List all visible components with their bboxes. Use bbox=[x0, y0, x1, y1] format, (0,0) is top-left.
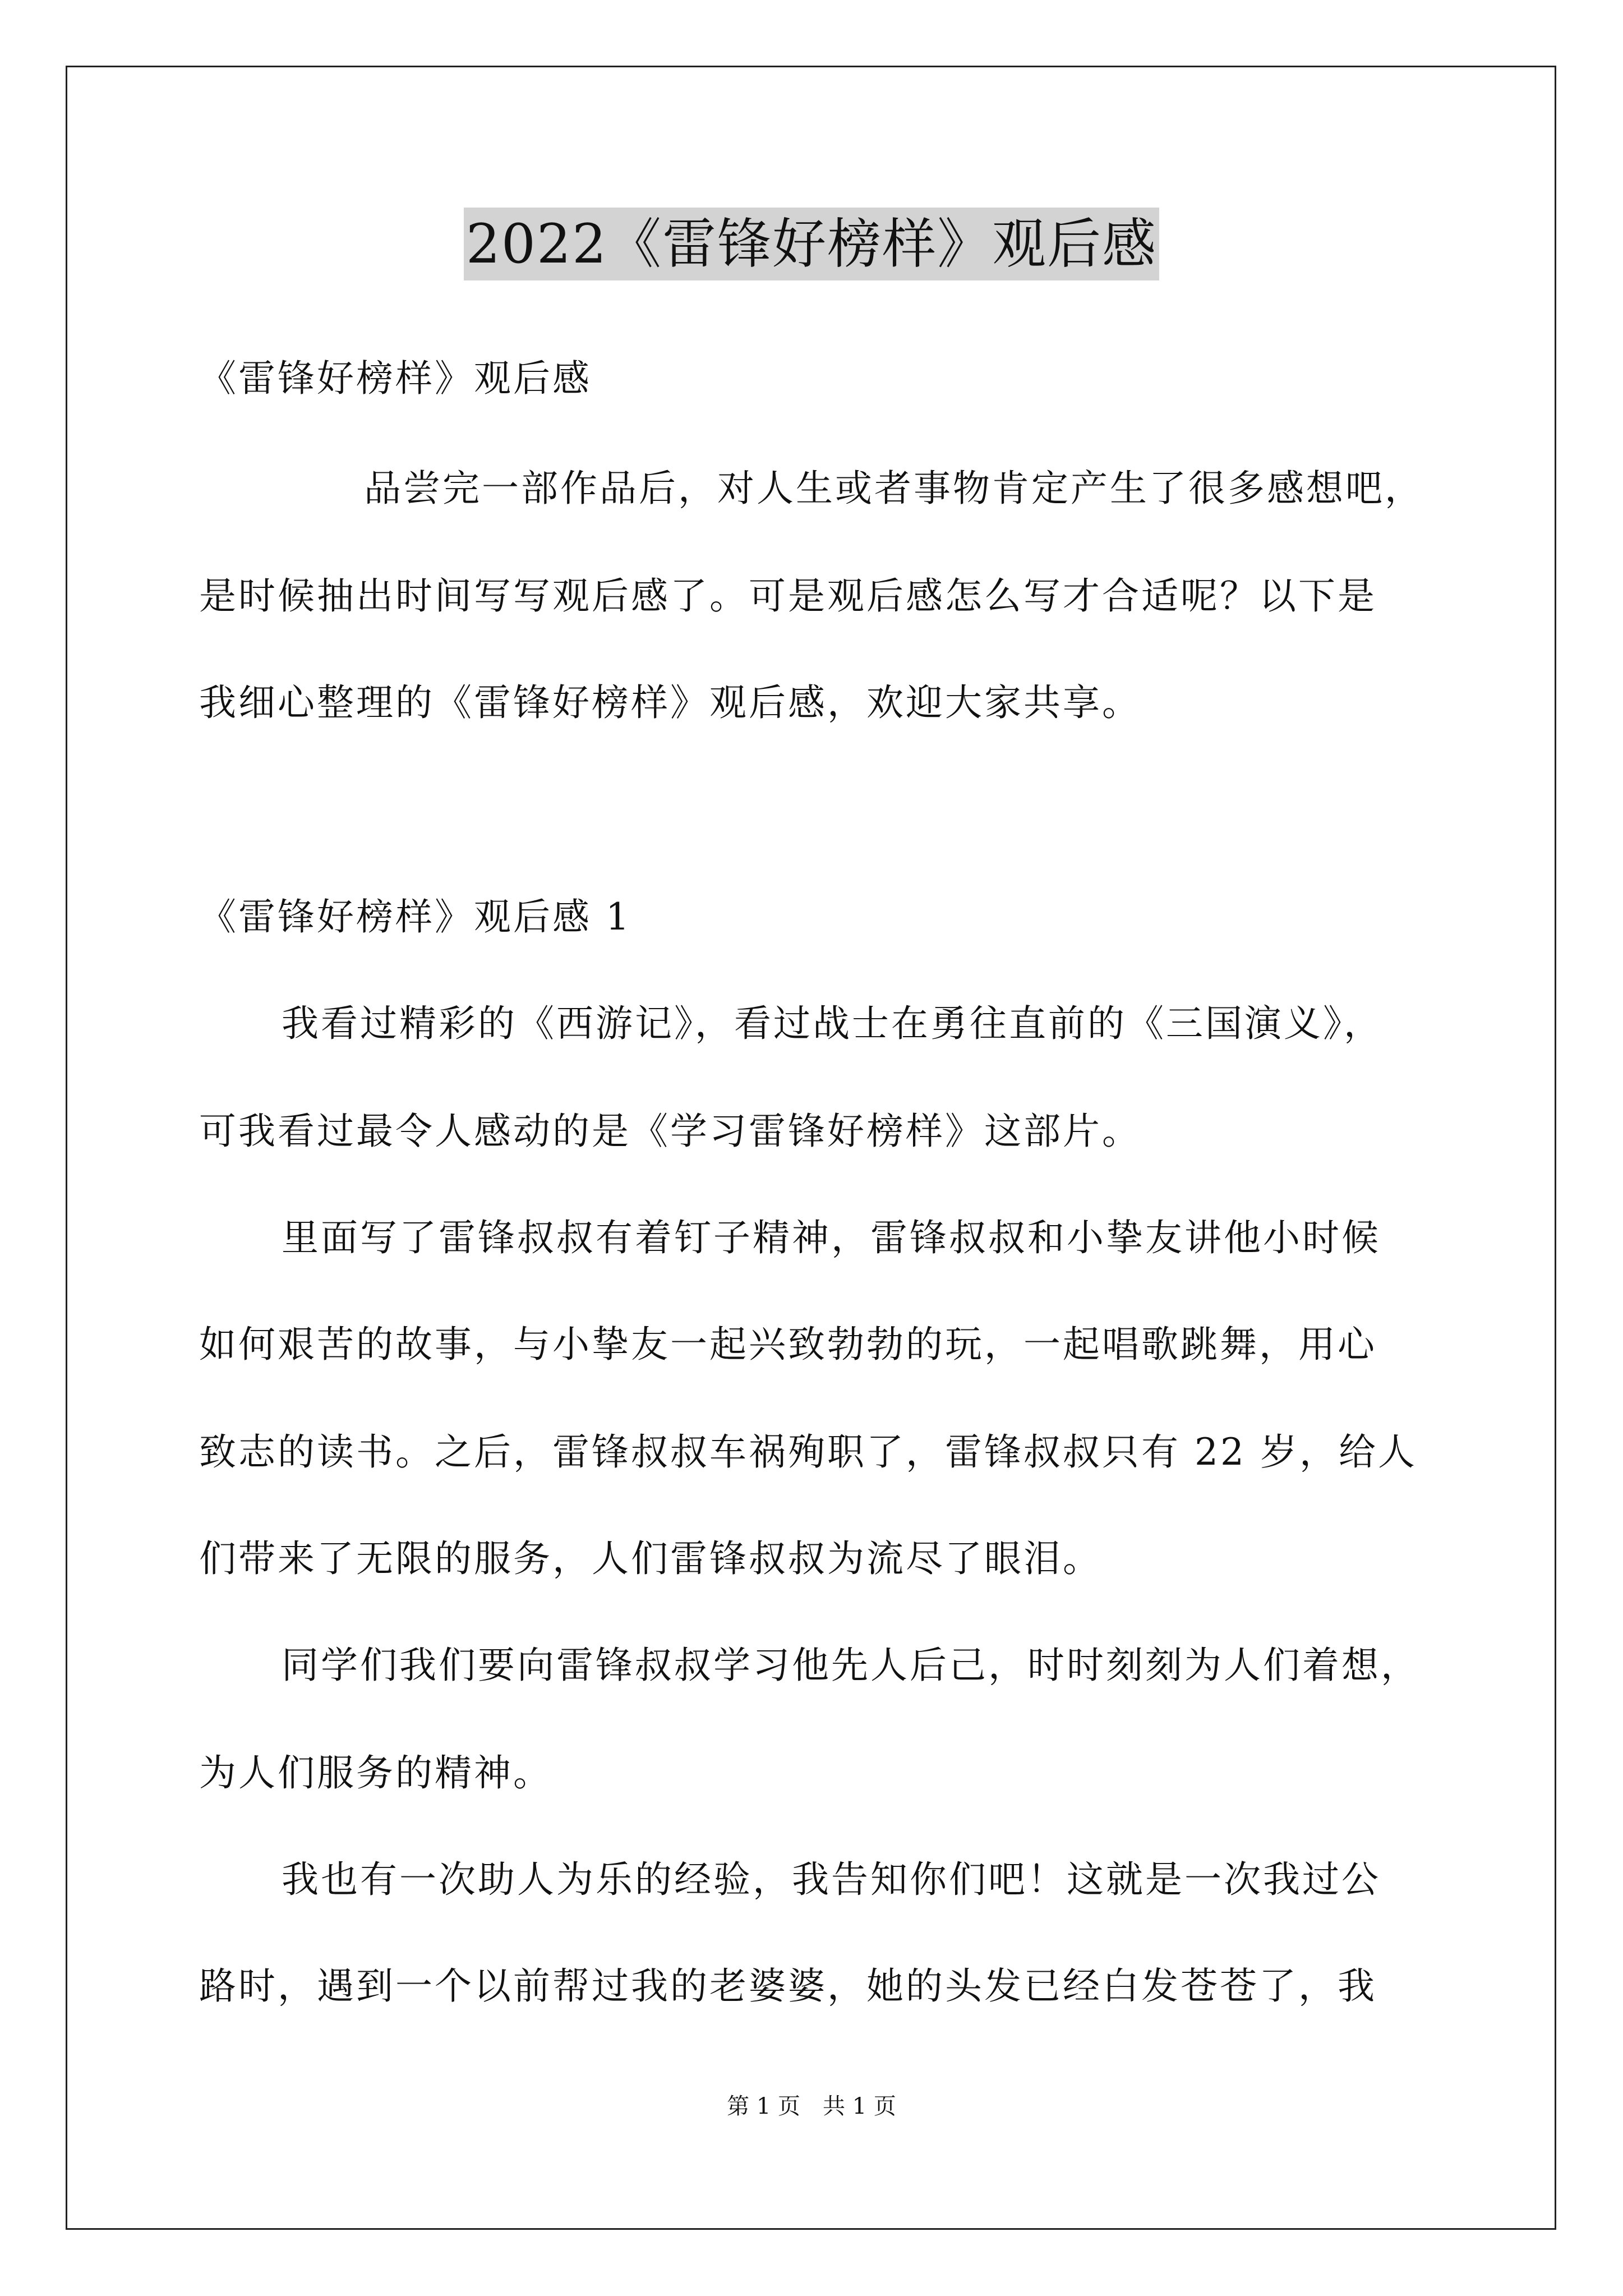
page-total: 共 1 页 bbox=[823, 2093, 896, 2119]
paragraph-line: 致志的读书。之后，雷锋叔叔车祸殉职了，雷锋叔叔只有 22 岁，给人 bbox=[199, 1430, 1417, 1474]
document-title: 2022《雷锋好榜样》观后感 bbox=[464, 208, 1159, 280]
paragraph-line: 为人们服务的精神。 bbox=[199, 1751, 552, 1795]
paragraph-line: 是时候抽出时间写写观后感了。可是观后感怎么写才合适呢？以下是 bbox=[199, 574, 1377, 618]
paragraph-line: 里面写了雷锋叔叔有着钉子精神，雷锋叔叔和小挚友讲他小时候 bbox=[282, 1216, 1381, 1259]
paragraph-line: 们带来了无限的服务，人们雷锋叔叔为流尽了眼泪。 bbox=[199, 1537, 1102, 1580]
paragraph-line: 可我看过最令人感动的是《学习雷锋好榜样》这部片。 bbox=[199, 1110, 1141, 1153]
page-number: 第 1 页 bbox=[727, 2093, 800, 2119]
paragraph-line: 我细心整理的《雷锋好榜样》观后感，欢迎大家共享。 bbox=[199, 681, 1141, 724]
paragraph-line: 同学们我们要向雷锋叔叔学习他先人后己，时时刻刻为人们着想， bbox=[282, 1644, 1420, 1687]
subtitle-line: 《雷锋好榜样》观后感 bbox=[199, 357, 592, 400]
paragraph-line: 如何艰苦的故事，与小挚友一起兴致勃勃的玩，一起唱歌跳舞，用心 bbox=[199, 1323, 1377, 1366]
paragraph-line: 路时，遇到一个以前帮过我的老婆婆，她的头发已经白发苍苍了，我 bbox=[199, 1964, 1377, 2008]
paragraph-line: 品尝完一部作品后，对人生或者事物肯定产生了很多感想吧， bbox=[364, 467, 1424, 510]
paragraph-line: 我看过精彩的《西游记》，看过战士在勇往直前的《三国演义》， bbox=[282, 1002, 1383, 1045]
title-container bbox=[0, 208, 1623, 280]
paragraph-line: 我也有一次助人为乐的经验，我告知你们吧！这就是一次我过公 bbox=[282, 1858, 1381, 1901]
section-heading: 《雷锋好榜样》观后感 1 bbox=[199, 895, 631, 938]
page-footer bbox=[0, 2090, 1623, 2123]
